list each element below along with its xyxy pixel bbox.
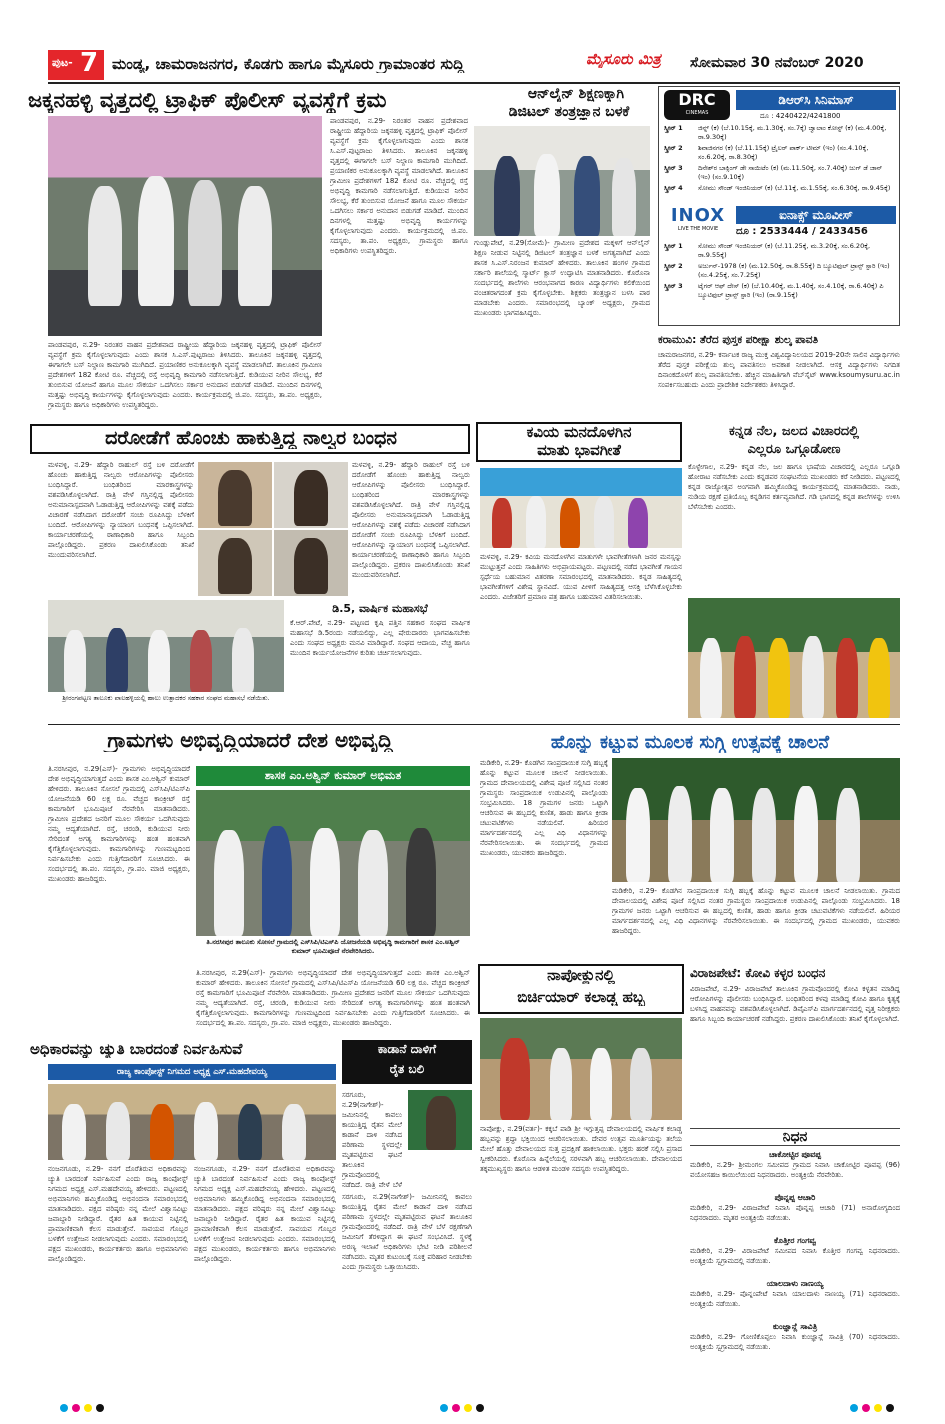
harvest-body-col2: ಮಡಿಕೇರಿ, ನ.29- ಕೊಡಗಿನ ಸಾಂಪ್ರದಾಯಿಕ ಸುಗ್ಗಿ ಹಬ್ಬಕ್ಕೆ ಹೊನ್ನು ಕಟ್ಟುವ ಮೂಲಕ ಚಾಲನೆ ನೀಡಲಾಯಿತು. ಗ್ರಾಮದ ದೇವಾಲಯದಲ್ಲಿ ವಿಶೇಷ ಪೂಜೆ ಸಲ್ಲಿಸಿದ ನಂತರ ಗ್ರಾಮಸ್ಥರು ಸಾಂಪ್ರದಾಯಿಕ ಉಡುಪಿನಲ್ಲಿ ಪಾಲ್ಗೊಂಡು ಸಂಭ್ರಮಿಸಿದರು. 18 ಗ್ರಾಮಗಳ ಜನರು ಒಟ್ಟಾಗಿ ಆಚರಿಸುವ ಈ ಹಬ್ಬದಲ್ಲಿ ಕುಣಿತ, ಹಾಡು ಹಾಗೂ ಕ್ರೀಡಾ ಚಟುವಟಿಕೆಗಳು ನಡೆಯಲಿವೆ. ಹಿರಿಯರ ಮಾರ್ಗದರ್ಶನದಲ್ಲಿ ಎಲ್ಲ ವಿಧಿ ವಿಧಾನಗಳನ್ನು ನೆರವೇರಿಸಲಾಯಿತು. ಈ ಸಂದರ್ಭದಲ್ಲಿ ಗ್ರಾಮದ ಮುಖಂಡರು, ಯುವಕರು ಹಾಜರಿದ್ದರು.	[612, 887, 900, 935]
masthead-rule	[48, 82, 900, 84]
robbery-headline: ದರೋಡೆಗೆ ಹೊಂಚು ಹಾಕುತ್ತಿದ್ದ ನಾಲ್ವರ ಬಂಧನ	[105, 427, 397, 449]
ggm-photo	[48, 600, 284, 692]
village-body-col2: ತಿ.ನರಸೀಪುರ, ನ.29(ಎಸ್)- ಗ್ರಾಮಗಳು ಅಭಿವೃದ್ಧಿಯಾದರೆ ದೇಶ ಅಭಿವೃದ್ಧಿಯಾಗುತ್ತದೆ ಎಂದು ಶಾಸಕ ಎಂ.ಅಶ್ವಿನ್ ಕುಮಾರ್ ಹೇಳಿದರು. ತಾಲೂಕಿನ ಸೋಸಲೆ ಗ್ರಾಮದಲ್ಲಿ ಎಸ್‌ಸಿಪಿ/ಟಿಎಸ್‌ಪಿ ಯೋಜನೆಯಡಿ 60 ಲಕ್ಷ ರೂ. ವೆಚ್ಚದ ಕಾಂಕ್ರೀಟ್ ರಸ್ತೆ ಕಾಮಗಾರಿಗೆ ಭೂಮಿಪೂಜೆ ನೆರವೇರಿಸಿ ಮಾತನಾಡಿದರು. ಗ್ರಾಮೀಣ ಪ್ರದೇಶದ ಜನರಿಗೆ ಮೂಲ ಸೌಕರ್ಯ ಒದಗಿಸುವುದು ನಮ್ಮ ಆದ್ಯತೆಯಾಗಿದೆ. ರಸ್ತೆ, ಚರಂಡಿ, ಕುಡಿಯುವ ನೀರು ಸೇರಿದಂತೆ ಅಗತ್ಯ ಕಾಮಗಾರಿಗಳನ್ನು ಹಂತ ಹಂತವಾಗಿ ಕೈಗೆತ್ತಿಕೊಳ್ಳಲಾಗುವುದು. ಕಾಮಗಾರಿಗಳನ್ನು ಗುಣಮಟ್ಟದಿಂದ ನಿರ್ವಹಿಸಬೇಕು ಎಂದು ಗುತ್ತಿಗೆದಾರರಿಗೆ ಸೂಚಿಸಿದರು. ಈ ಸಂದರ್ಭದಲ್ಲಿ ತಾ.ಪಂ. ಸದಸ್ಯರು, ಗ್ರಾ.ಪಂ. ಮಾಜಿ ಅಧ್ಯಕ್ಷರು, ಮುಖಂಡರು ಹಾಜರಿದ್ದರು.	[196, 969, 470, 1027]
village-subhead: ಶಾಸಕ ಎಂ.ಅಶ್ವಿನ್ ಕುಮಾರ್ ಅಭಿಮತ	[196, 766, 470, 786]
village-photo	[196, 790, 470, 936]
drc-screen-label: ಸ್ಕ್ರೀನ್ 4	[664, 184, 683, 192]
napoklu-headline-2: ಬಿರ್ಚಿಯಾರ್ ಕಲಾಡ್ಚ ಹಬ್ಬ	[517, 988, 645, 1006]
online-headline-1: ಆನ್‌ಲೈನ್ ಶಿಕ್ಷಣಕ್ಕಾಗಿ	[527, 86, 625, 102]
registration-dot	[464, 1404, 472, 1412]
registration-dot	[476, 1404, 484, 1412]
registration-dot	[60, 1404, 68, 1412]
elephant-headline-1: ಕಾಡಾನೆ ದಾಳಿಗೆ	[377, 1042, 437, 1056]
inox-screen-label: ಸ್ಕ್ರೀನ್ 3	[664, 282, 683, 290]
drc-screen-show: ದಿನೇಶ್‌ರ ಬಾಕ್ಸಿಂಗ್ ಡೇ ಸಾಯಿಟೆಂ (ಕ) (ಮ.11.50ಕ್ಕೆ, ಸಂ.7.40ಕ್ಕೆ) ಜುಗ್ ಡೆ ಜಾನ್ (ಇಂ) (ಸಂ.9.10ಕ್ಕೆ)	[698, 164, 883, 181]
obituary-text: ಮಡಿಕೇರಿ, ನ.29- ಪೊನ್ನಂಪೇಟೆ ನಿವಾಸಿ ಯಾಲದಾಳು ನಾಣಯ್ಯ (71) ನಿಧನರಾದರು. ಅಂತ್ಯಕ್ರಿಯೆ ನಡೆಯಿತು.	[690, 1290, 900, 1308]
robbery-body-col2: ಮಳವಳ್ಳಿ, ನ.29- ಹೆದ್ದಾರಿ ರಾಹುಲ್ ರಸ್ತೆ ಬಳಿ ದರೋಡೆಗೆ ಹೊಂಚು ಹಾಕುತ್ತಿದ್ದ ನಾಲ್ವರು ಆರೋಪಿಗಳನ್ನು ಪೊಲೀಸರು ಬಂಧಿಸಿದ್ದಾರೆ. ಬಂಧಿತರಿಂದ ಮಾರಕಾಸ್ತ್ರಗಳನ್ನು ವಶಪಡಿಸಿಕೊಳ್ಳಲಾಗಿದೆ. ರಾತ್ರಿ ವೇಳೆ ಗಸ್ತಿನಲ್ಲಿದ್ದ ಪೊಲೀಸರು ಅನುಮಾನಾಸ್ಪದವಾಗಿ ಓಡಾಡುತ್ತಿದ್ದ ಆರೋಪಿಗಳನ್ನು ವಶಕ್ಕೆ ಪಡೆದು ವಿಚಾರಣೆ ನಡೆಸಿದಾಗ ದರೋಡೆಗೆ ಸಂಚು ರೂಪಿಸಿದ್ದು ಬೆಳಕಿಗೆ ಬಂದಿದೆ. ಆರೋಪಿಗಳನ್ನು ನ್ಯಾಯಾಂಗ ಬಂಧನಕ್ಕೆ ಒಪ್ಪಿಸಲಾಗಿದೆ. ಕಾರ್ಯಾಚರಣೆಯಲ್ಲಿ ಠಾಣಾಧಿಕಾರಿ ಹಾಗೂ ಸಿಬ್ಬಂದಿ ಪಾಲ್ಗೊಂಡಿದ್ದರು. ಪ್ರಕರಣ ದಾಖಲಿಸಿಕೊಂಡು ತನಿಖೆ ಮುಂದುವರಿಸಲಾಗಿದೆ.	[352, 461, 470, 579]
harvest-headline: ಹೊನ್ನು ಕಟ್ಟುವ ಮೂಲಕ ಸುಗ್ಗಿ ಉತ್ಸವಕ್ಕೆ ಚಾಲನೆ	[550, 732, 830, 753]
robbery-mugshot-2	[274, 462, 348, 528]
traffic-continued: ಪಾಂಡವಪುರ, ನ.29- ನಿರಂತರ ವಾಹನ ಪ್ರದೇಶವಾದ ರಾಷ್ಟ್ರೀಯ ಹೆದ್ದಾರಿಯ ಜಕ್ಕನಹಳ್ಳಿ ವೃತ್ತದಲ್ಲಿ ಟ್ರಾಫಿಕ್ ಪೊಲೀಸ್ ವ್ಯವಸ್ಥೆಗೆ ಕ್ರಮ ಕೈಗೊಳ್ಳಲಾಗುವುದು ಎಂದು ಶಾಸಕ ಸಿ.ಎಸ್.ಪುಟ್ಟರಾಜು ತಿಳಿಸಿದರು. ತಾಲೂಕಿನ ಜಕ್ಕನಹಳ್ಳಿ ವೃತ್ತದಲ್ಲಿ ಈಗಾಗಲೇ ಬಸ್ ನಿಲ್ದಾಣ ಕಾಮಗಾರಿ ಮುಗಿದಿದೆ. ಪ್ರಯಾಣಿಕರ ಅನುಕೂಲಕ್ಕಾಗಿ ವ್ಯವಸ್ಥೆ ಮಾಡಲಾಗಿದೆ. ತಾಲೂಕಿನ ಗ್ರಾಮೀಣ ಪ್ರದೇಶಗಳಿಗೆ 182 ಕೋಟಿ ರೂ. ವೆಚ್ಚದಲ್ಲಿ ರಸ್ತೆ ಅಭಿವೃದ್ಧಿ ಕಾಮಗಾರಿ ನಡೆಸಲಾಗುತ್ತಿದೆ. ಕುಡಿಯುವ ನೀರಿನ ಸೌಲಭ್ಯ, ಕೆರೆ ತುಂಬಿಸುವ ಯೋಜನೆ ಹಾಗೂ ಮೂಲ ಸೌಕರ್ಯ ಒದಗಿಸಲು ಸರ್ಕಾರ ಅನುದಾನ ಬಿಡುಗಡೆ ಮಾಡಿದೆ. ಮುಂದಿನ ದಿನಗಳಲ್ಲಿ ಮತ್ತಷ್ಟು ಅಭಿವೃದ್ಧಿ ಕಾರ್ಯಗಳನ್ನು ಕೈಗೊಳ್ಳಲಾಗುವುದು ಎಂದರು. ಕಾರ್ಯಕ್ರಮದಲ್ಲಿ ಜಿ.ಪಂ. ಸದಸ್ಯರು, ತಾ.ಪಂ. ಅಧ್ಯಕ್ಷರು, ಗ್ರಾಮಸ್ಥರು ಹಾಗೂ ಅಧಿಕಾರಿಗಳು ಉಪಸ್ಥಿತರಿದ್ದರು.	[330, 117, 468, 255]
registration-dot	[886, 1404, 894, 1412]
drc-phone: ದೂ : 4240422/4241800	[760, 112, 841, 120]
elephant-victim-photo	[408, 1090, 472, 1150]
ggm-headline: ಡಿ.5, ವಾರ್ಷಿಕ ಮಹಾಸಭೆ	[332, 602, 428, 615]
page-prefix: ಪುಟ-	[52, 56, 73, 69]
registration-dot	[862, 1404, 870, 1412]
inox-screen-row	[664, 242, 896, 260]
section-title: ಮಂಡ್ಯ, ಚಾಮರಾಜನಗರ, ಕೊಡಗು ಹಾಗೂ ಮೈಸೂರು ಗ್ರಾಮಾಂತರ ಸುದ್ದಿ	[112, 55, 465, 73]
napoklu-body: ನಾಪೋಕ್ಲು, ನ.29(ವರ್ತ)- ಕಕ್ಕಬೆ ಪಾಡಿ ಶ್ರೀ ಇಗ್ಗುತ್ತಪ್ಪ ದೇವಾಲಯದಲ್ಲಿ ವಾರ್ಷಿಕ ಕಲಾಡ್ಚ ಹಬ್ಬವನ್ನು ಶ್ರದ್ಧಾ ಭಕ್ತಿಯಿಂದ ಆಚರಿಸಲಾಯಿತು. ದೇವರ ಉತ್ಸವ ಮೂರ್ತಿಯನ್ನು ತಲೆಯ ಮೇಲೆ ಹೊತ್ತು ದೇವಾಲಯದ ಸುತ್ತ ಪ್ರದಕ್ಷಿಣೆ ಹಾಕಲಾಯಿತು. ಭಕ್ತರು ಹರಕೆ ಸಲ್ಲಿಸಿ ಪ್ರಸಾದ ಸ್ವೀಕರಿಸಿದರು. ಕೊರೊನಾ ಹಿನ್ನೆಲೆಯಲ್ಲಿ ಸರಳವಾಗಿ ಹಬ್ಬ ಆಚರಿಸಲಾಯಿತು. ದೇವಾಲಯದ ತಕ್ಕಮುಖ್ಯಸ್ಥರು ಹಾಗೂ ಆಡಳಿತ ಮಂಡಳಿ ಸದಸ್ಯರು ಉಪಸ್ಥಿತರಿದ್ದರು.	[480, 1125, 682, 1173]
exam-headline: ಕರಾಮುವಿ: ತೆರೆದ ಪುಸ್ತಕ ಪರೀಕ್ಷಾ ಶುಲ್ಕ ಪಾವತಿ	[658, 334, 819, 346]
ggm-caption: ಶ್ರೀರಂಗಪಟ್ಟಣ ತಾಲೂಕು ಪಾಲಹಳ್ಳಿಯಲ್ಲಿ ಹಾಲು ಉತ್ಪಾದಕರ ಸಹಕಾರ ಸಂಘದ ಮಹಾಸಭೆ ನಡೆಯಿತು.	[62, 694, 270, 702]
page-number: 7	[80, 48, 99, 78]
traffic-body: ಪಾಂಡವಪುರ, ನ.29- ನಿರಂತರ ವಾಹನ ಪ್ರದೇಶವಾದ ರಾಷ್ಟ್ರೀಯ ಹೆದ್ದಾರಿಯ ಜಕ್ಕನಹಳ್ಳಿ ವೃತ್ತದಲ್ಲಿ ಟ್ರಾಫಿಕ್ ಪೊಲೀಸ್ ವ್ಯವಸ್ಥೆಗೆ ಕ್ರಮ ಕೈಗೊಳ್ಳಲಾಗುವುದು ಎಂದು ಶಾಸಕ ಸಿ.ಎಸ್.ಪುಟ್ಟರಾಜು ತಿಳಿಸಿದರು. ತಾಲೂಕಿನ ಜಕ್ಕನಹಳ್ಳಿ ವೃತ್ತದಲ್ಲಿ ಈಗಾಗಲೇ ಬಸ್ ನಿಲ್ದಾಣ ಕಾಮಗಾರಿ ಮುಗಿದಿದೆ. ಪ್ರಯಾಣಿಕರ ಅನುಕೂಲಕ್ಕಾಗಿ ವ್ಯವಸ್ಥೆ ಮಾಡಲಾಗಿದೆ. ತಾಲೂಕಿನ ಗ್ರಾಮೀಣ ಪ್ರದೇಶಗಳಿಗೆ 182 ಕೋಟಿ ರೂ. ವೆಚ್ಚದಲ್ಲಿ ರಸ್ತೆ ಅಭಿವೃದ್ಧಿ ಕಾಮಗಾರಿ ನಡೆಸಲಾಗುತ್ತಿದೆ. ಕುಡಿಯುವ ನೀರಿನ ಸೌಲಭ್ಯ, ಕೆರೆ ತುಂಬಿಸುವ ಯೋಜನೆ ಹಾಗೂ ಮೂಲ ಸೌಕರ್ಯ ಒದಗಿಸಲು ಸರ್ಕಾರ ಅನುದಾನ ಬಿಡುಗಡೆ ಮಾಡಿದೆ. ಮುಂದಿನ ದಿನಗಳಲ್ಲಿ ಮತ್ತಷ್ಟು ಅಭಿವೃದ್ಧಿ ಕಾರ್ಯಗಳನ್ನು ಕೈಗೊಳ್ಳಲಾಗುವುದು ಎಂದರು. ಕಾರ್ಯಕ್ರಮದಲ್ಲಿ ಜಿ.ಪಂ. ಸದಸ್ಯರು, ತಾ.ಪಂ. ಅಧ್ಯಕ್ಷರು, ಗ್ರಾಮಸ್ಥರು ಹಾಗೂ ಅಧಿಕಾರಿಗಳು ಉಪಸ್ಥಿತರಿದ್ದರು.	[48, 341, 322, 409]
poem-body: ಮಳವಳ್ಳಿ, ನ.29- ಕವಿಯ ಮನದೊಳಗಿನ ಮಾತುಗಳೇ ಭಾವಗೀತೆಗಳಾಗಿ ಜನರ ಮನಸ್ಸನ್ನು ಮುಟ್ಟುತ್ತವೆ ಎಂದು ಸಾಹಿತಿಗಳು ಅಭಿಪ್ರಾಯಪಟ್ಟರು. ಪಟ್ಟಣದಲ್ಲಿ ನಡೆದ ಭಾವಗೀತೆ ಗಾಯನ ಸ್ಪರ್ಧೆಯ ಬಹುಮಾನ ವಿತರಣಾ ಸಮಾರಂಭದಲ್ಲಿ ಮಾತನಾಡಿದರು. ಕನ್ನಡ ಸಾಹಿತ್ಯದಲ್ಲಿ ಭಾವಗೀತೆಗಳಿಗೆ ವಿಶೇಷ ಸ್ಥಾನವಿದೆ. ಯುವ ಪೀಳಿಗೆ ಸಾಹಿತ್ಯದತ್ತ ಆಸಕ್ತಿ ಬೆಳೆಸಿಕೊಳ್ಳಬೇಕು ಎಂದರು. ವಿಜೇತರಿಗೆ ಪ್ರಮಾಣ ಪತ್ರ ಹಾಗೂ ಬಹುಮಾನ ವಿತರಿಸಲಾಯಿತು.	[480, 553, 682, 601]
village-caption: ತಿ.ನರಸೀಪುರ ತಾಲೂಕು ಸೋಸಲೆ ಗ್ರಾಮದಲ್ಲಿ ಎಸ್‌ಸಿಪಿ/ಟಿಎಸ್‌ಪಿ ಯೋಜನೆಯಡಿ ಅಭಿವೃದ್ಧಿ ಕಾಮಗಾರಿಗೆ ಶಾಸಕ ಎಂ.ಅಶ್ವಿನ್ ಕುಮಾರ್ ಭೂಮಿಪೂಜೆ ನೆರವೇರಿಸಿದರು.	[206, 938, 460, 955]
obituary-name: ಯಾಲದಾಳು ನಾಣಯ್ಯ	[766, 1279, 824, 1288]
obituary-heading: ನಿಧನ	[690, 1128, 900, 1146]
robbery-mugshot-4	[274, 530, 348, 596]
obituary-name: ಕುಂಜ್ಞಾನ್ಲೆ ಸಾವಿತ್ರಿ	[772, 1322, 818, 1331]
obituary-entry	[690, 1236, 900, 1276]
traffic-headline: ಜಕ್ಕನಹಳ್ಳಿ ವೃತ್ತದಲ್ಲಿ ಟ್ರಾಫಿಕ್ ಪೊಲೀಸ್ ವ್ಯವಸ್ಥೆಗೆ ಕ್ರಮ	[28, 88, 387, 112]
drc-screen-show: ಜಿನ್ನ್ (ಕ) (ಬೆ.10.15ಕ್ಕೆ, ಮ.1.30ಕ್ಕೆ, ಸಂ.7ಕ್ಕೆ) ಜ್ವಾಲಾಂ ಕೋಸ್ಟ್ (ಕ) (ಮ.4.00ಕ್ಕೆ, ರಾ.9.30ಕ್ಕೆ)	[698, 124, 887, 141]
obituary-entry	[690, 1322, 900, 1362]
poem-headline-2: ಮಾತು ಭಾವಗೀತೆ	[537, 441, 621, 459]
kannada-headline-1: ಕನ್ನಡ ನೆಲ, ಜಲದ ವಿಚಾರದಲ್ಲಿ	[729, 424, 859, 439]
online-body: ಗುಂಡ್ಲುಪೇಟೆ, ನ.29(ಸೋಮೆ)- ಗ್ರಾಮೀಣ ಪ್ರದೇಶದ ಮಕ್ಕಳಿಗೆ ಆನ್‌ಲೈನ್ ಶಿಕ್ಷಣ ನೀಡುವ ನಿಟ್ಟಿನಲ್ಲಿ ಡಿಜಿಟಲ್ ತಂತ್ರಜ್ಞಾನ ಬಳಕೆ ಅಗತ್ಯವಾಗಿದೆ ಎಂದು ಶಾಸಕ ಸಿ.ಎಸ್.ನಿರಂಜನ ಕುಮಾರ್ ಹೇಳಿದರು. ತಾಲೂಕಿನ ಹಂಗಳ ಗ್ರಾಮದ ಸರ್ಕಾರಿ ಶಾಲೆಯಲ್ಲಿ ಸ್ಮಾರ್ಟ್ ಕ್ಲಾಸ್ ಉದ್ಘಾಟಿಸಿ ಮಾತನಾಡಿದರು. ಕೊರೊನಾ ಸಂದರ್ಭದಲ್ಲಿ ಶಾಲೆಗಳು ಆರಂಭವಾಗದ ಕಾರಣ ವಿದ್ಯಾರ್ಥಿಗಳು ಕಲಿಕೆಯಿಂದ ವಂಚಿತರಾಗದಂತೆ ಕ್ರಮ ಕೈಗೊಳ್ಳಬೇಕು. ಶಿಕ್ಷಕರು ತಂತ್ರಜ್ಞಾನ ಬಳಸಿ ಪಾಠ ಮಾಡಬೇಕು ಎಂದರು. ಸಮಾರಂಭದಲ್ಲಿ ಬ್ಯಾಂಕ್ ಅಧ್ಯಕ್ಷರು, ಗ್ರಾಮದ ಮುಖಂಡರು ಭಾಗವಹಿಸಿದ್ದರು.	[474, 239, 650, 317]
robbery-body: ಮಳವಳ್ಳಿ, ನ.29- ಹೆದ್ದಾರಿ ರಾಹುಲ್ ರಸ್ತೆ ಬಳಿ ದರೋಡೆಗೆ ಹೊಂಚು ಹಾಕುತ್ತಿದ್ದ ನಾಲ್ವರು ಆರೋಪಿಗಳನ್ನು ಪೊಲೀಸರು ಬಂಧಿಸಿದ್ದಾರೆ. ಬಂಧಿತರಿಂದ ಮಾರಕಾಸ್ತ್ರಗಳನ್ನು ವಶಪಡಿಸಿಕೊಳ್ಳಲಾಗಿದೆ. ರಾತ್ರಿ ವೇಳೆ ಗಸ್ತಿನಲ್ಲಿದ್ದ ಪೊಲೀಸರು ಅನುಮಾನಾಸ್ಪದವಾಗಿ ಓಡಾಡುತ್ತಿದ್ದ ಆರೋಪಿಗಳನ್ನು ವಶಕ್ಕೆ ಪಡೆದು ವಿಚಾರಣೆ ನಡೆಸಿದಾಗ ದರೋಡೆಗೆ ಸಂಚು ರೂಪಿಸಿದ್ದು ಬೆಳಕಿಗೆ ಬಂದಿದೆ. ಆರೋಪಿಗಳನ್ನು ನ್ಯಾಯಾಂಗ ಬಂಧನಕ್ಕೆ ಒಪ್ಪಿಸಲಾಗಿದೆ. ಕಾರ್ಯಾಚರಣೆಯಲ್ಲಿ ಠಾಣಾಧಿಕಾರಿ ಹಾಗೂ ಸಿಬ್ಬಂದಿ ಪಾಲ್ಗೊಂಡಿದ್ದರು. ಪ್ರಕರಣ ದಾಖಲಿಸಿಕೊಂಡು ತನಿಖೆ ಮುಂದುವರಿಸಲಾಗಿದೆ.	[48, 461, 194, 559]
ggm-body: ಕೆ.ಆರ್.ಪೇಟೆ, ನ.29- ಪಟ್ಟಣದ ಕೃಷಿ ಪತ್ತಿನ ಸಹಕಾರ ಸಂಘದ ವಾರ್ಷಿಕ ಮಹಾಸಭೆ ಡಿ.5ರಂದು ನಡೆಯಲಿದ್ದು, ಎಲ್ಲ ಷೇರುದಾರರು ಭಾಗವಹಿಸಬೇಕು ಎಂದು ಸಂಘದ ಅಧ್ಯಕ್ಷರು ಮನವಿ ಮಾಡಿದ್ದಾರೆ. ಸಂಘದ ಆದಾಯ, ವೆಚ್ಚ ಹಾಗೂ ಮುಂದಿನ ಕಾರ್ಯಯೋಜನೆಗಳ ಕುರಿತು ಚರ್ಚಿಸಲಾಗುವುದು.	[290, 619, 470, 657]
obituary-text: ಮಡಿಕೇರಿ, ನ.29- ವಿರಾಜಪೇಟೆ ಸಮೀಪದ ನಿವಾಸಿ ಕೊತ್ತೀರ ಗಂಗವ್ವ ನಿಧನರಾದರು. ಅಂತ್ಯಕ್ರಿಯೆ ಸ್ವಗ್ರಾಮದಲ್ಲಿ ನಡೆಯಿತು.	[690, 1247, 900, 1265]
drc-logo	[664, 90, 730, 120]
drc-screen-label: ಸ್ಕ್ರೀನ್ 1	[664, 124, 683, 132]
row-divider	[48, 724, 900, 725]
inox-screen-show: ಟೈಗರ್ ಆಫ್ ದೇಸ್ (ಕ) (ಬೆ.10.40ಕ್ಕೆ, ಮ.1.40ಕ್ಕೆ, ಸಂ.4.10ಕ್ಕೆ, ರಾ.6.40ಕ್ಕೆ) ಪಿ ಬ್ಯೂಟಿಫುಲ್ ಟ್ರಾನ್ಸ್ ಸ್ಪಾರಿ (ಇಂ) (ರಾ.9.15ಕ್ಕೆ)	[698, 282, 884, 299]
obituary-entry	[690, 1279, 900, 1319]
drc-screen-row	[664, 144, 896, 162]
registration-dot	[874, 1404, 882, 1412]
obituary-entry	[690, 1193, 900, 1233]
power-body-col2: ನಂಜನಗೂಡು, ನ.29- ನನಗೆ ದೊರೆತಿರುವ ಅಧಿಕಾರವನ್ನು ಚ್ಯುತಿ ಬಾರದಂತೆ ನಿರ್ವಹಿಸುವೆ ಎಂದು ರಾಜ್ಯ ಕಾಂಪೋಸ್ಟ್ ನಿಗಮದ ಅಧ್ಯಕ್ಷ ಎಸ್.ಮಹದೇವಯ್ಯ ಹೇಳಿದರು. ಪಟ್ಟಣದಲ್ಲಿ ಅಭಿಮಾನಿಗಳು ಹಮ್ಮಿಕೊಂಡಿದ್ದ ಅಭಿನಂದನಾ ಸಮಾರಂಭದಲ್ಲಿ ಮಾತನಾಡಿದರು. ಪಕ್ಷದ ವರಿಷ್ಠರು ನನ್ನ ಮೇಲೆ ವಿಶ್ವಾಸವಿಟ್ಟು ಜವಾಬ್ದಾರಿ ನೀಡಿದ್ದಾರೆ. ರೈತರ ಹಿತ ಕಾಯುವ ನಿಟ್ಟಿನಲ್ಲಿ ಪ್ರಾಮಾಣಿಕವಾಗಿ ಕೆಲಸ ಮಾಡುತ್ತೇನೆ. ಸಾವಯವ ಗೊಬ್ಬರ ಬಳಕೆಗೆ ಉತ್ತೇಜನ ನೀಡಲಾಗುವುದು ಎಂದರು. ಸಮಾರಂಭದಲ್ಲಿ ಪಕ್ಷದ ಮುಖಂಡರು, ಕಾರ್ಯಕರ್ತರು ಹಾಗೂ ಅಭಿಮಾನಿಗಳು ಪಾಲ್ಗೊಂಡಿದ್ದರು.	[194, 1165, 336, 1263]
elephant-headline-2: ರೈತ ಬಲಿ	[389, 1062, 425, 1076]
drc-logo-text: DRC	[678, 90, 716, 109]
village-body: ತಿ.ನರಸೀಪುರ, ನ.29(ಎಸ್)- ಗ್ರಾಮಗಳು ಅಭಿವೃದ್ಧಿಯಾದರೆ ದೇಶ ಅಭಿವೃದ್ಧಿಯಾಗುತ್ತದೆ ಎಂದು ಶಾಸಕ ಎಂ.ಅಶ್ವಿನ್ ಕುಮಾರ್ ಹೇಳಿದರು. ತಾಲೂಕಿನ ಸೋಸಲೆ ಗ್ರಾಮದಲ್ಲಿ ಎಸ್‌ಸಿಪಿ/ಟಿಎಸ್‌ಪಿ ಯೋಜನೆಯಡಿ 60 ಲಕ್ಷ ರೂ. ವೆಚ್ಚದ ಕಾಂಕ್ರೀಟ್ ರಸ್ತೆ ಕಾಮಗಾರಿಗೆ ಭೂಮಿಪೂಜೆ ನೆರವೇರಿಸಿ ಮಾತನಾಡಿದರು. ಗ್ರಾಮೀಣ ಪ್ರದೇಶದ ಜನರಿಗೆ ಮೂಲ ಸೌಕರ್ಯ ಒದಗಿಸುವುದು ನಮ್ಮ ಆದ್ಯತೆಯಾಗಿದೆ. ರಸ್ತೆ, ಚರಂಡಿ, ಕುಡಿಯುವ ನೀರು ಸೇರಿದಂತೆ ಅಗತ್ಯ ಕಾಮಗಾರಿಗಳನ್ನು ಹಂತ ಹಂತವಾಗಿ ಕೈಗೆತ್ತಿಕೊಳ್ಳಲಾಗುವುದು. ಕಾಮಗಾರಿಗಳನ್ನು ಗುಣಮಟ್ಟದಿಂದ ನಿರ್ವಹಿಸಬೇಕು ಎಂದು ಗುತ್ತಿಗೆದಾರರಿಗೆ ಸೂಚಿಸಿದರು. ಈ ಸಂದರ್ಭದಲ್ಲಿ ತಾ.ಪಂ. ಸದಸ್ಯರು, ಗ್ರಾ.ಪಂ. ಮಾಜಿ ಅಧ್ಯಕ್ಷರು, ಮುಖಂಡರು ಹಾಜರಿದ್ದರು.	[48, 765, 190, 883]
drc-screen-row	[664, 164, 896, 182]
page-date: ಸೋಮವಾರ 30 ನವೆಂಬರ್ 2020	[690, 55, 864, 71]
inox-screen-label: ಸ್ಕ್ರೀನ್ 1	[664, 242, 683, 250]
drc-screens	[664, 124, 896, 193]
napoklu-headline-1: ನಾಪೋಕ್ಲುನಲ್ಲಿ	[547, 966, 615, 984]
obituary-text: ಮಡಿಕೇರಿ, ನ.29- ವಿರಾಜಪೇಟೆ ನಿವಾಸಿ ಪೊನ್ನಪ್ಪ ಆಚಾರಿ (71) ಅನಾರೋಗ್ಯದಿಂದ ನಿಧನರಾದರು. ಮೃತರ ಅಂತ್ಯಕ್ರಿಯೆ ನಡೆಯಿತು.	[690, 1204, 900, 1222]
elephant-body-col2: ಸರಗೂರು, ನ.29(ನಾಗೇಶ್)- ಜಮೀನಿನಲ್ಲಿ ಕಾವಲು ಕಾಯುತ್ತಿದ್ದ ರೈತನ ಮೇಲೆ ಕಾಡಾನೆ ದಾಳಿ ನಡೆಸಿದ ಪರಿಣಾಮ ಸ್ಥಳದಲ್ಲೇ ಮೃತಪಟ್ಟಿರುವ ಘಟನೆ ತಾಲೂಕಿನ ಗ್ರಾಮವೊಂದರಲ್ಲಿ ನಡೆದಿದೆ. ರಾತ್ರಿ ವೇಳೆ ಬೆಳೆ ರಕ್ಷಣೆಗಾಗಿ ಜಮೀನಿಗೆ ತೆರಳಿದ್ದಾಗ ಈ ಘಟನೆ ಸಂಭವಿಸಿದೆ. ಸ್ಥಳಕ್ಕೆ ಅರಣ್ಯ ಇಲಾಖೆ ಅಧಿಕಾರಿಗಳು ಭೇಟಿ ನೀಡಿ ಪರಿಶೀಲನೆ ನಡೆಸಿದರು. ಮೃತರ ಕುಟುಂಬಕ್ಕೆ ಸೂಕ್ತ ಪರಿಹಾರ ನೀಡಬೇಕು ಎಂದು ಗ್ರಾಮಸ್ಥರು ಒತ್ತಾಯಿಸಿದರು.	[342, 1193, 472, 1271]
harvest-body: ಮಡಿಕೇರಿ, ನ.29- ಕೊಡಗಿನ ಸಾಂಪ್ರದಾಯಿಕ ಸುಗ್ಗಿ ಹಬ್ಬಕ್ಕೆ ಹೊನ್ನು ಕಟ್ಟುವ ಮೂಲಕ ಚಾಲನೆ ನೀಡಲಾಯಿತು. ಗ್ರಾಮದ ದೇವಾಲಯದಲ್ಲಿ ವಿಶೇಷ ಪೂಜೆ ಸಲ್ಲಿಸಿದ ನಂತರ ಗ್ರಾಮಸ್ಥರು ಸಾಂಪ್ರದಾಯಿಕ ಉಡುಪಿನಲ್ಲಿ ಪಾಲ್ಗೊಂಡು ಸಂಭ್ರಮಿಸಿದರು. 18 ಗ್ರಾಮಗಳ ಜನರು ಒಟ್ಟಾಗಿ ಆಚರಿಸುವ ಈ ಹಬ್ಬದಲ್ಲಿ ಕುಣಿತ, ಹಾಡು ಹಾಗೂ ಕ್ರೀಡಾ ಚಟುವಟಿಕೆಗಳು ನಡೆಯಲಿವೆ. ಹಿರಿಯರ ಮಾರ್ಗದರ್ಶನದಲ್ಲಿ ಎಲ್ಲ ವಿಧಿ ವಿಧಾನಗಳನ್ನು ನೆರವೇರಿಸಲಾಯಿತು. ಈ ಸಂದರ್ಭದಲ್ಲಿ ಗ್ರಾಮದ ಮುಖಂಡರು, ಯುವಕರು ಹಾಜರಿದ್ದರು.	[480, 759, 608, 857]
obituary-text: ಮಡಿಕೇರಿ, ನ.29- ಗೋಣಿಕೊಪ್ಪಲು ನಿವಾಸಿ ಕುಂಜ್ಞಾನ್ಲೆ ಸಾವಿತ್ರಿ (70) ನಿಧನರಾದರು. ಅಂತ್ಯಕ್ರಿಯೆ ಸ್ವಗ್ರಾಮದಲ್ಲಿ ನಡೆಯಿತು.	[690, 1333, 900, 1351]
exam-body: ಚಾಮರಾಜನಗರ, ನ.29- ಕರ್ನಾಟಕ ರಾಜ್ಯ ಮುಕ್ತ ವಿಶ್ವವಿದ್ಯಾನಿಲಯದ 2019-20ನೇ ಸಾಲಿನ ವಿದ್ಯಾರ್ಥಿಗಳು ತೆರೆದ ಪುಸ್ತಕ ಪರೀಕ್ಷೆಯ ಶುಲ್ಕ ಪಾವತಿಸಲು ಅವಕಾಶ ನೀಡಲಾಗಿದೆ. ಆಸಕ್ತ ವಿದ್ಯಾರ್ಥಿಗಳು ನಿಗದಿತ ದಿನಾಂಕದೊಳಗೆ ಶುಲ್ಕ ಪಾವತಿಸಬೇಕು. ಹೆಚ್ಚಿನ ಮಾಹಿತಿಗಾಗಿ ವೆಬ್‌ಸೈಟ್ www.ksoumysuru.ac.in ಸಂಪರ್ಕಿಸಬಹುದು ಎಂದು ಪ್ರಾದೇಶಿಕ ನಿರ್ದೇಶಕರು ತಿಳಿಸಿದ್ದಾರೆ.	[658, 351, 900, 389]
inox-screen-row	[664, 262, 896, 280]
kannada-body: ಕೊಳ್ಳೇಗಾಲ, ನ.29- ಕನ್ನಡ ನೆಲ, ಜಲ ಹಾಗೂ ಭಾಷೆಯ ವಿಚಾರದಲ್ಲಿ ಎಲ್ಲರೂ ಒಗ್ಗೂಡಿ ಹೋರಾಟ ನಡೆಸಬೇಕು ಎಂದು ಕನ್ನಡಪರ ಸಂಘಟನೆಯ ಮುಖಂಡರು ಕರೆ ನೀಡಿದರು. ಪಟ್ಟಣದಲ್ಲಿ ಕನ್ನಡ ರಾಜ್ಯೋತ್ಸವ ಅಂಗವಾಗಿ ಹಮ್ಮಿಕೊಂಡಿದ್ದ ಕಾರ್ಯಕ್ರಮದಲ್ಲಿ ಮಾತನಾಡಿದರು. ನಾಡು, ನುಡಿಯ ರಕ್ಷಣೆ ಪ್ರತಿಯೊಬ್ಬ ಕನ್ನಡಿಗನ ಕರ್ತವ್ಯವಾಗಿದೆ. ಗಡಿ ಭಾಗದಲ್ಲಿ ಕನ್ನಡ ಶಾಲೆಗಳನ್ನು ಉಳಿಸಿ ಬೆಳೆಸಬೇಕು ಎಂದರು.	[688, 463, 900, 511]
inox-screen-label: ಸ್ಕ್ರೀನ್ 2	[664, 262, 683, 270]
inox-screen-row	[664, 282, 896, 300]
online-headline-2: ಡಿಜಿಟಲ್ ತಂತ್ರಜ್ಞಾನ ಬಳಕೆ	[508, 104, 630, 120]
kannada-headline-2: ಎಲ್ಲರೂ ಒಗ್ಗೂಡೋಣ	[747, 442, 841, 457]
inox-logo	[664, 206, 732, 236]
robbery-mugshot-1	[198, 462, 272, 528]
inox-screens	[664, 242, 896, 300]
kannada-photo	[688, 598, 900, 718]
obituary-name: ಪೊನ್ನಪ್ಪ ಆಚಾರಿ	[774, 1193, 816, 1202]
drc-screen-show: ಸೋಮು ಸೌಂಡ್ ಇಂಜಿನಿಯರ್ (ಕ) (ಬೆ.11ಕ್ಕೆ, ಮ.1.55ಕ್ಕೆ, ಸಂ.6.30ಕ್ಕೆ, ರಾ.9.45ಕ್ಕೆ)	[698, 184, 891, 192]
drc-screen-row	[664, 124, 896, 142]
obituary-name: ಚಾಕೋಟ್ಟಿರ ಪೂವಪ್ಪ	[769, 1150, 821, 1159]
power-headline: ಅಧಿಕಾರವನ್ನು ಚ್ಯುತಿ ಬಾರದಂತೆ ನಿರ್ವಹಿಸುವೆ	[30, 1040, 243, 1058]
paper-name: ಮೈಸೂರು ಮಿತ್ರ	[586, 50, 661, 68]
registration-dot	[84, 1404, 92, 1412]
obituary-entry	[690, 1150, 900, 1190]
virajpet-body: ವಿರಾಜಪೇಟೆ, ನ.29- ವಿರಾಜಪೇಟೆ ತಾಲೂಕಿನ ಗ್ರಾಮವೊಂದರಲ್ಲಿ ಕೋವಿ ಕಳ್ಳತನ ಮಾಡಿದ್ದ ಆರೋಪಿಗಳನ್ನು ಪೊಲೀಸರು ಬಂಧಿಸಿದ್ದಾರೆ. ಬಂಧಿತರಿಂದ ಕಳವು ಮಾಡಿದ್ದ ಕೋವಿ ಹಾಗೂ ಕೃತ್ಯಕ್ಕೆ ಬಳಸಿದ್ದ ವಾಹನವನ್ನು ವಶಪಡಿಸಿಕೊಳ್ಳಲಾಗಿದೆ. ಡಿವೈಎಸ್‌ಪಿ ಮಾರ್ಗದರ್ಶನದಲ್ಲಿ ವೃತ್ತ ನಿರೀಕ್ಷಕರು ಹಾಗೂ ಸಿಬ್ಬಂದಿ ಕಾರ್ಯಾಚರಣೆ ನಡೆಸಿದ್ದರು. ಪ್ರಕರಣ ದಾಖಲಿಸಿಕೊಂಡು ತನಿಖೆ ಕೈಗೊಳ್ಳಲಾಗಿದೆ.	[690, 985, 900, 1023]
drc-logo-sub: CINEMAS	[685, 110, 709, 116]
drc-screen-show: ಶಿವಾಜಿನಗರ (ಕ) (ಬೆ.11.15ಕ್ಕೆ) ಟ್ರೈಲರ್ ಪಾರ್ಕ್ ಟೀಮ್ (ಇಂ) (ಸಂ.4.10ಕ್ಕೆ, ಸಂ.6.20ಕ್ಕೆ, ರಾ.8.30ಕ್ಕೆ)	[698, 144, 869, 161]
traffic-photo	[48, 116, 322, 336]
napoklu-photo	[480, 1018, 682, 1120]
power-subhead: ರಾಜ್ಯ ಕಾಂಪೋಸ್ಟ್ ನಿಗಮದ ಅಧ್ಯಕ್ಷ ಎಸ್.ಮಹದೇವಯ್ಯ	[48, 1064, 336, 1080]
virajpet-headline: ವಿರಾಜಪೇಟೆ: ಕೋವಿ ಕಳ್ಳರ ಬಂಧನ	[690, 966, 826, 980]
poem-headline-1: ಕವಿಯ ಮನದೊಳಗಿನ	[526, 423, 632, 441]
village-headline: ಗ್ರಾಮಗಳು ಅಭಿವೃದ್ಧಿಯಾದರೆ ದೇಶ ಅಭಿವೃದ್ಧಿ	[107, 728, 393, 752]
traffic-body-col2	[330, 116, 468, 428]
inox-phone: ದೂ : 2533444 / 2433456	[736, 226, 868, 237]
drc-screen-label: ಸ್ಕ್ರೀನ್ 2	[664, 144, 683, 152]
registration-dot	[440, 1404, 448, 1412]
inox-screen-show: ಅರ್ಜುನ್-1978 (ಕ) (ಮ.12.50ಕ್ಕೆ, ರಾ.8.55ಕ್ಕೆ) ದಿ ಬ್ಯೂಟಿಫುಲ್ ಟ್ರಾನ್ಸ್ ಸ್ಪಾರಿ (ಇಂ) (ಸಂ.4.25ಕ್ಕೆ, ಸಂ.7.25ಕ್ಕೆ)	[698, 262, 890, 279]
poem-photo	[480, 468, 682, 548]
drc-title: ಡಿಆರ್‌ಸಿ ಸಿನಿಮಾಸ್	[736, 90, 896, 110]
robbery-mugshot-3	[198, 530, 272, 596]
inox-title: ಐನಾಕ್ಸ್ ಮೂವೀಸ್	[736, 206, 896, 224]
drc-screen-row	[664, 184, 896, 193]
inox-screen-show: ಸೋಮು ಸೌಂಡ್ ಇಂಜಿನಿಯರ್ (ಕ) (ಬೆ.11.25ಕ್ಕೆ, ಮ.3.20ಕ್ಕೆ, ಸಂ.6.20ಕ್ಕೆ, ರಾ.9.55ಕ್ಕೆ)	[698, 242, 871, 259]
power-photo	[48, 1084, 336, 1160]
registration-dot	[96, 1404, 104, 1412]
online-photo	[474, 126, 650, 236]
inox-logo-sub: LIVE THE MOVIE	[677, 226, 719, 232]
elephant-body: ಸರಗೂರು, ನ.29(ನಾಗೇಶ್)- ಜಮೀನಿನಲ್ಲಿ ಕಾವಲು ಕಾಯುತ್ತಿದ್ದ ರೈತನ ಮೇಲೆ ಕಾಡಾನೆ ದಾಳಿ ನಡೆಸಿದ ಪರಿಣಾಮ ಸ್ಥಳದಲ್ಲೇ ಮೃತಪಟ್ಟಿರುವ ಘಟನೆ ತಾಲೂಕಿನ ಗ್ರಾಮವೊಂದರಲ್ಲಿ ನಡೆದಿದೆ. ರಾತ್ರಿ ವೇಳೆ ಬೆಳೆ	[342, 1091, 402, 1189]
obituary-text: ಮಡಿಕೇರಿ, ನ.29- ಶ್ರೀಮಂಗಲ ಸಮೀಪದ ಗ್ರಾಮದ ನಿವಾಸಿ ಚಾಕೋಟ್ಟಿರ ಪೂವಪ್ಪ (96) ವಯೋಸಹಜ ಕಾಯಿಲೆಯಿಂದ ನಿಧನರಾದರು. ಅಂತ್ಯಕ್ರಿಯೆ ನೆರವೇರಿತು.	[690, 1161, 900, 1179]
obituary-name: ಕೊತ್ತೀರ ಗಂಗವ್ವ	[773, 1236, 817, 1245]
registration-dot	[72, 1404, 80, 1412]
registration-dot	[452, 1404, 460, 1412]
drc-screen-label: ಸ್ಕ್ರೀನ್ 3	[664, 164, 683, 172]
harvest-photo	[612, 758, 900, 882]
obituary-list	[690, 1150, 900, 1362]
registration-dot	[850, 1404, 858, 1412]
inox-logo-text: INOX	[670, 205, 726, 226]
power-body: ನಂಜನಗೂಡು, ನ.29- ನನಗೆ ದೊರೆತಿರುವ ಅಧಿಕಾರವನ್ನು ಚ್ಯುತಿ ಬಾರದಂತೆ ನಿರ್ವಹಿಸುವೆ ಎಂದು ರಾಜ್ಯ ಕಾಂಪೋಸ್ಟ್ ನಿಗಮದ ಅಧ್ಯಕ್ಷ ಎಸ್.ಮಹದೇವಯ್ಯ ಹೇಳಿದರು. ಪಟ್ಟಣದಲ್ಲಿ ಅಭಿಮಾನಿಗಳು ಹಮ್ಮಿಕೊಂಡಿದ್ದ ಅಭಿನಂದನಾ ಸಮಾರಂಭದಲ್ಲಿ ಮಾತನಾಡಿದರು. ಪಕ್ಷದ ವರಿಷ್ಠರು ನನ್ನ ಮೇಲೆ ವಿಶ್ವಾಸವಿಟ್ಟು ಜವಾಬ್ದಾರಿ ನೀಡಿದ್ದಾರೆ. ರೈತರ ಹಿತ ಕಾಯುವ ನಿಟ್ಟಿನಲ್ಲಿ ಪ್ರಾಮಾಣಿಕವಾಗಿ ಕೆಲಸ ಮಾಡುತ್ತೇನೆ. ಸಾವಯವ ಗೊಬ್ಬರ ಬಳಕೆಗೆ ಉತ್ತೇಜನ ನೀಡಲಾಗುವುದು ಎಂದರು. ಸಮಾರಂಭದಲ್ಲಿ ಪಕ್ಷದ ಮುಖಂಡರು, ಕಾರ್ಯಕರ್ತರು ಹಾಗೂ ಅಭಿಮಾನಿಗಳು ಪಾಲ್ಗೊಂಡಿದ್ದರು.	[48, 1165, 188, 1263]
